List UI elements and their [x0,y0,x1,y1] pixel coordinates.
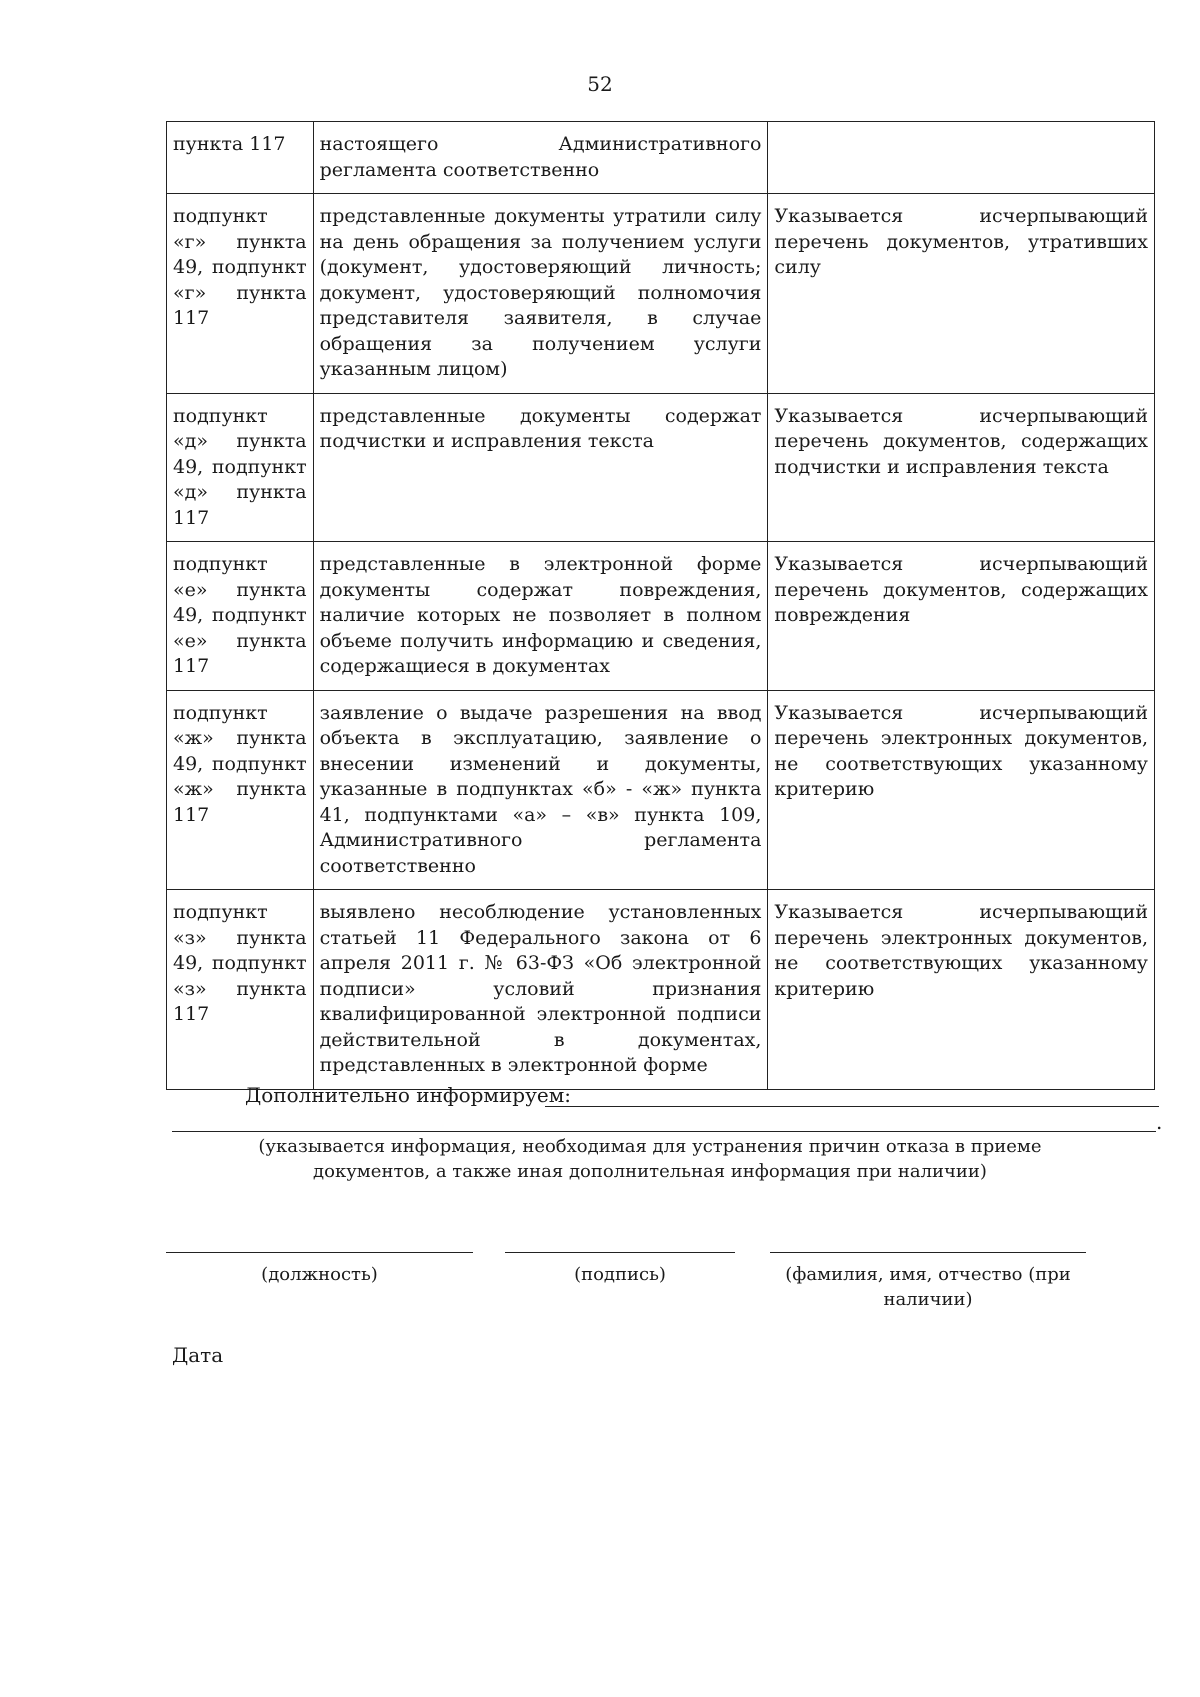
signature-line [505,1252,735,1253]
full-name-label: (фамилия, имя, отчество (при наличии) [785,1264,1071,1310]
ref-cell: пункта 117 [167,122,314,194]
ref-cell: подпункт «ж» пункта 49, подпункт «ж» пункта 117 [167,690,314,890]
signature-label: (подпись) [574,1264,666,1285]
extra-info-end-mark: . [1156,1110,1163,1134]
full-name-signature-line [770,1252,1086,1253]
table-row [167,890,1155,1090]
explanation-cell: Указывается исчерпывающий перечень электронных документов, не соответствующих указанному критерию [768,690,1155,890]
table-row [167,393,1155,542]
extra-info-fill-line [545,1106,1159,1107]
ref-cell: подпункт «г» пункта 49, подпункт «г» пункта 117 [167,194,314,394]
explanation-cell: Указывается исчерпывающий перечень документов, содержащих подчистки и исправления текста [768,393,1155,542]
reason-cell: представленные документы утратили силу на день обращения за получением услуги (документ, удостоверяющий личность; документ, удостоверяющий полномочия представителя заявителя, в случае обращения за получением услуги указанным лицом) [313,194,768,394]
reason-cell: представленные в электронной форме документы содержат повреждения, наличие которых не позволяет в полном объеме получить информацию и сведения, содержащиеся в документах [313,542,768,691]
explanation-cell: Указывается исчерпывающий перечень документов, содержащих повреждения [768,542,1155,691]
table-row [167,690,1155,890]
explanation-cell [768,122,1155,194]
table-row [167,122,1155,194]
page-number: 52 [587,72,613,96]
table-row [167,542,1155,691]
position-label: (должность) [261,1264,378,1285]
explanation-cell: Указывается исчерпывающий перечень электронных документов, не соответствующих указанному критерию [768,890,1155,1090]
position-signature-line [166,1252,473,1253]
extra-info-note: (указывается информация, необходимая для устранения причин отказа в приеме документов, а также иная дополнительная информация при наличии) [258,1136,1042,1182]
table-row [167,194,1155,394]
date-label: Дата [172,1343,224,1367]
ref-cell: подпункт «з» пункта 49, подпункт «з» пункта 117 [167,890,314,1090]
refusal-reasons-table [166,121,1155,1090]
ref-cell: подпункт «д» пункта 49, подпункт «д» пункта 117 [167,393,314,542]
explanation-cell: Указывается исчерпывающий перечень документов, утративших силу [768,194,1155,394]
reason-cell: настоящего Административного регламента соответственно [313,122,768,194]
reason-cell: выявлено несоблюдение установленных статьей 11 Федерального закона от 6 апреля 2011 г. № 63-ФЗ «Об электронной подписи» условий признания квалифицированной электронной подписи действительной в документах, представленных в электронной форме [313,890,768,1090]
extra-info-fill-line-2 [172,1131,1156,1132]
reason-cell: представленные документы содержат подчистки и исправления текста [313,393,768,542]
extra-info-label: Дополнительно информируем: [245,1083,572,1107]
ref-cell: подпункт «е» пункта 49, подпункт «е» пункта 117 [167,542,314,691]
reason-cell: заявление о выдаче разрешения на ввод объекта в эксплуатацию, заявление о внесении изменений и документы, указанные в подпунктах «б» - «ж» пункта 41, подпунктами «а» – «в» пункта 109, Административного регламента соответственно [313,690,768,890]
